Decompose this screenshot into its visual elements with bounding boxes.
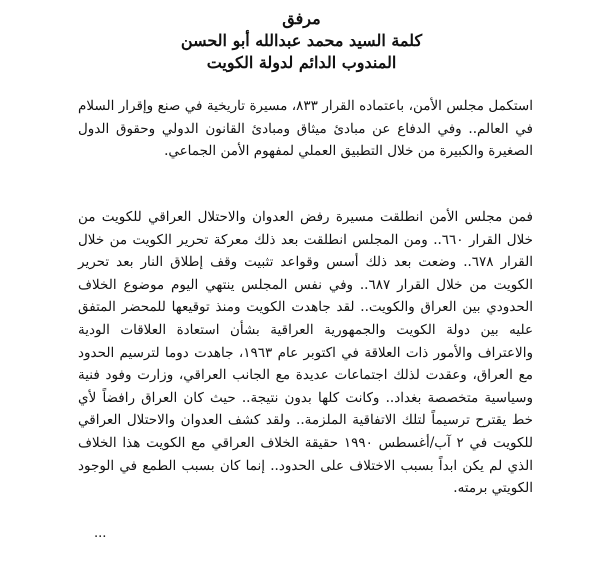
paragraph-2: فمن مجلس الأمن انطلقت مسيرة رفض العدوان والاحتلال العراقي للكويت من خلال القرار ٦٦٠.. ومن المجلس انطلقت بعد ذلك معركة تحرير الكويت من خلال القرار ٦٧٨.. وضعت بعد ذلك أسس وقواعد تثبيت وقف إطلاق النار بعد تحرير الكويت من خلال القرار ٦٨٧.. وفي نفس المجلس ينتهي اليوم موضوع الخلاف الحدودي بين العراق والكويت.. لقد جاهدت الكويت ومنذ توقيعها للمحضر المتفق عليه بين دولة الكويت والجمهورية العراقية بشأن استعادة العلاقات الودية والاعتراف والأمور ذات العلاقة في اكتوبر عام ١٩٦٣، جاهدت دوما لترسيم الحدود مع العراق، وعقدت لذلك اجتماعات عديدة مع الجانب العراقي، وزارت وفود فنية وسياسية متخصصة بغداد.. وكانت كلها بدون نتيجة.. حيث كان العراق رافضاً لأي خط يقترح ترسيماً لتلك الاتفاقية الملزمة.. ولقد كشف العدوان والاحتلال العراقي للكويت في ٢ آب/أغسطس ١٩٩٠ حقيقة الخلاف العراقي مع الكويت هذا الخلاف الذي لم يكن ابداً بسبب الاختلاف على الحدود.. إنما كان بسبب الطمع في الوجود الكويتي برمته.: [78, 209, 533, 497]
speaker-title: كلمة السيد محمد عبدالله أبو الحسن: [180, 31, 423, 50]
paragraph-1: استكمل مجلس الأمن، باعتماده القرار ٨٣٣، مسيرة تاريخية في صنع وإقرار السلام في العالم.. وفي الدفاع عن مبادئ ميثاق ومبادئ القانون الدولي وحقوق الدول الصغيرة والكبيرة من خلال التطبيق العملي لمفهوم الأمن الجماعي.: [78, 98, 533, 160]
trailing-ellipsis: ...: [94, 526, 107, 541]
annex-title: مرفق: [282, 9, 321, 28]
speaker-position: المندوب الدائم لدولة الكويت: [206, 53, 397, 72]
document-header: [0, 8, 603, 74]
